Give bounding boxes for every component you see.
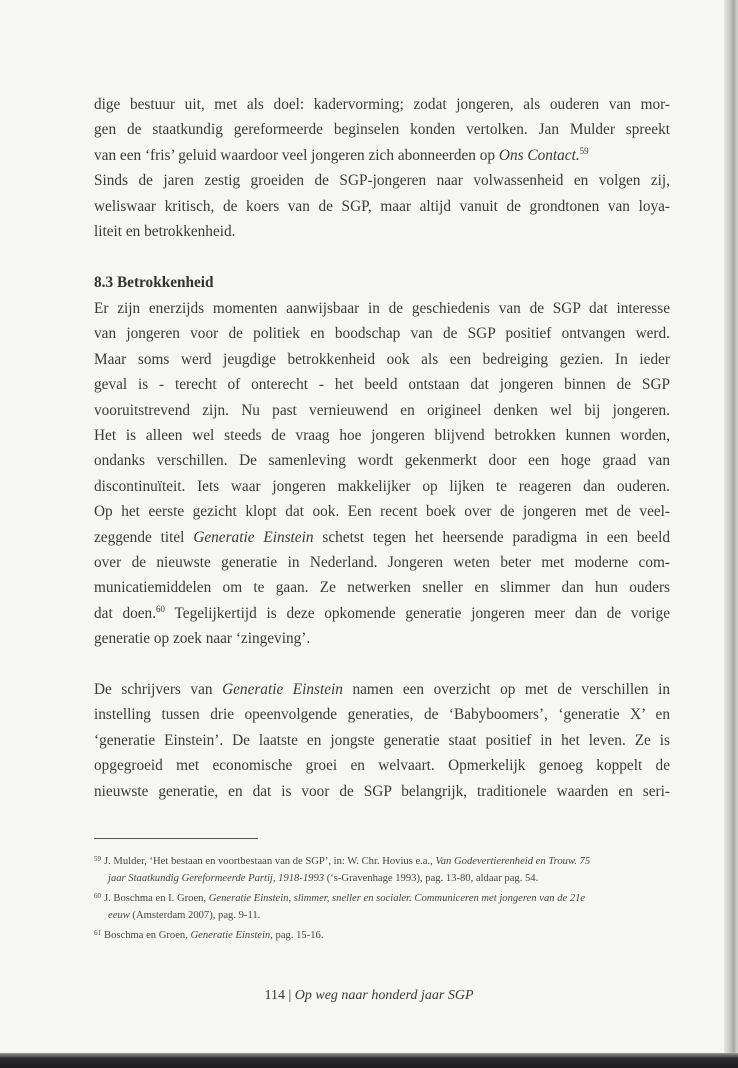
text-line: van jongeren voor de politiek en boodschap van de SGP positief ontvangen werd. — [94, 325, 670, 343]
footnote-continuation — [94, 870, 674, 887]
text-line — [94, 601, 670, 626]
text-span: Tegelijkertijd is deze opkomende generatie jongeren meer dan de vorige — [165, 604, 670, 622]
footnote-text: Boschma en Groen, — [104, 930, 191, 941]
footnote-title: jaar Staatkundig Gereformeerde Partij, 1918-1993 — [108, 873, 325, 884]
text-line: Er zijn enerzijds momenten aanwijsbaar in de geschiedenis van de SGP dat interesse — [94, 300, 670, 317]
text-line — [94, 143, 670, 168]
text-line: generatie op zoek naar ‘zingeving’. — [94, 630, 311, 648]
scan-border-bottom — [0, 1053, 738, 1068]
text-line: weliswaar kritisch, de koers van de SGP, maar altijd vanuit de grondtonen van loya- — [94, 197, 670, 215]
footnote-text: J. Boschma en I. Groen, — [104, 893, 209, 904]
footnote-title: Van Godevertierenheid en Trouw. 75 — [435, 856, 591, 867]
footnote-59 — [94, 851, 674, 887]
footnote-title: Generatie Einstein — [190, 930, 271, 941]
footnote-ref: 60 — [156, 603, 166, 614]
text-line — [94, 677, 670, 702]
text-span: namen een overzicht op met de verschillen in — [342, 681, 670, 698]
text-line: geval is - terecht of onterecht - het beeld ontstaan dat jongeren binnen de SGP — [94, 376, 670, 394]
text-line: ‘generatie Einstein’. De laatste en jongste generatie staat positief in het leven. Ze is — [94, 731, 670, 749]
text-line: dige bestuur uit, met als doel: kadervorming; zodat jongeren, als ouderen van mor- — [94, 96, 670, 113]
text-line: liteit en betrokkenheid. — [94, 223, 236, 241]
footnote-text: J. Mulder, ‘Het bestaan en voortbestaan van de SGP’, in: W. Chr. Hovius e.a., — [104, 856, 436, 867]
book-title: Generatie Einstein — [193, 528, 314, 546]
footnote-title: eeuw — [108, 910, 130, 921]
footnote-continuation — [94, 907, 674, 924]
text-span: dat doen. — [94, 604, 157, 622]
footnote-text: , pag. 15-16. — [270, 930, 324, 941]
text-span: van een ‘fris’ geluid waardoor veel jongeren zich abonneerden op — [94, 146, 499, 164]
text-line: ondanks verschillen. De samenleving wordt gekenmerkt door een hoge graad van — [94, 452, 670, 470]
text-line: gen de staatkundig gereformeerde beginselen konden vertolken. Jan Mulder spreekt — [94, 121, 670, 139]
footnote-number: 61 — [94, 929, 101, 937]
magazine-title: Ons Contact. — [498, 146, 580, 164]
paragraph-2 — [94, 296, 670, 652]
footnote-ref: 59 — [579, 145, 589, 156]
text-line: Maar soms werd jeugdige betrokkenheid ook als een bedreiging gezien. In ieder — [94, 350, 670, 368]
footnote-title: Generatie Einstein, slimmer, sneller en socialer. Communiceren met jongeren van de 21e — [208, 893, 586, 904]
footnote-number: 60 — [94, 892, 101, 900]
text-line: over de nieuwste generatie in Nederland. Jongeren weten beter met moderne com- — [94, 554, 670, 572]
footnote-number: 59 — [94, 855, 101, 863]
page-footer — [0, 988, 738, 1004]
text-line: nieuwste generatie, en dat is voor de SGP belangrijk, traditionele waarden en seri- — [94, 782, 670, 800]
text-line: municatiemiddelen om te gaan. Ze netwerken sneller en slimmer dan hun ouders — [94, 579, 670, 597]
book-running-title: Op weg naar honderd jaar SGP — [294, 988, 474, 1003]
text-span: zeggende titel — [94, 528, 194, 546]
page-number: 114 — [264, 988, 285, 1003]
text-span: schetst tegen het heersende paradigma in een beeld — [313, 528, 670, 546]
page-edge-right — [724, 0, 738, 1068]
text-line: instelling tussen drie opeenvolgende generaties, de ‘Babyboomers’, ‘generatie X’ en — [94, 706, 670, 724]
footnote-61 — [94, 925, 674, 944]
text-line: opgegroeid met economische groei en welvaart. Opmerkelijk genoeg koppelt de — [94, 757, 670, 775]
text-line: Sinds de jaren zestig groeiden de SGP-jongeren naar volwassenheid en volgen zij, — [94, 172, 670, 190]
text-span: De schrijvers van — [94, 681, 223, 698]
footnote-divider — [94, 838, 258, 839]
book-title: Generatie Einstein — [222, 681, 343, 698]
paragraph-1 — [94, 92, 670, 244]
section-heading: 8.3 Betrokkenheid — [94, 274, 214, 291]
text-line: Het is alleen wel steeds de vraag hoe jongeren blijvend betrokken kunnen worden, — [94, 427, 670, 445]
text-line: vooruitstrevend zijn. Nu past vernieuwend en origineel denken wel bij jongeren. — [94, 401, 670, 419]
text-line: Op het eerste gezicht klopt dat ook. Een recent boek over de jongeren met de veel- — [94, 503, 670, 521]
text-line — [94, 525, 670, 550]
footnote-text: (‘s-Gravenhage 1993), pag. 13-80, aldaar pag. 54. — [324, 873, 539, 884]
paragraph-3 — [94, 677, 670, 804]
footer-separator: | — [288, 988, 292, 1003]
footnote-60 — [94, 888, 674, 924]
text-line: discontinuïteit. Iets waar jongeren makkelijker op lijken te reageren dan ouderen. — [94, 477, 670, 495]
footnote-text: (Amsterdam 2007), pag. 9-11. — [129, 910, 261, 921]
